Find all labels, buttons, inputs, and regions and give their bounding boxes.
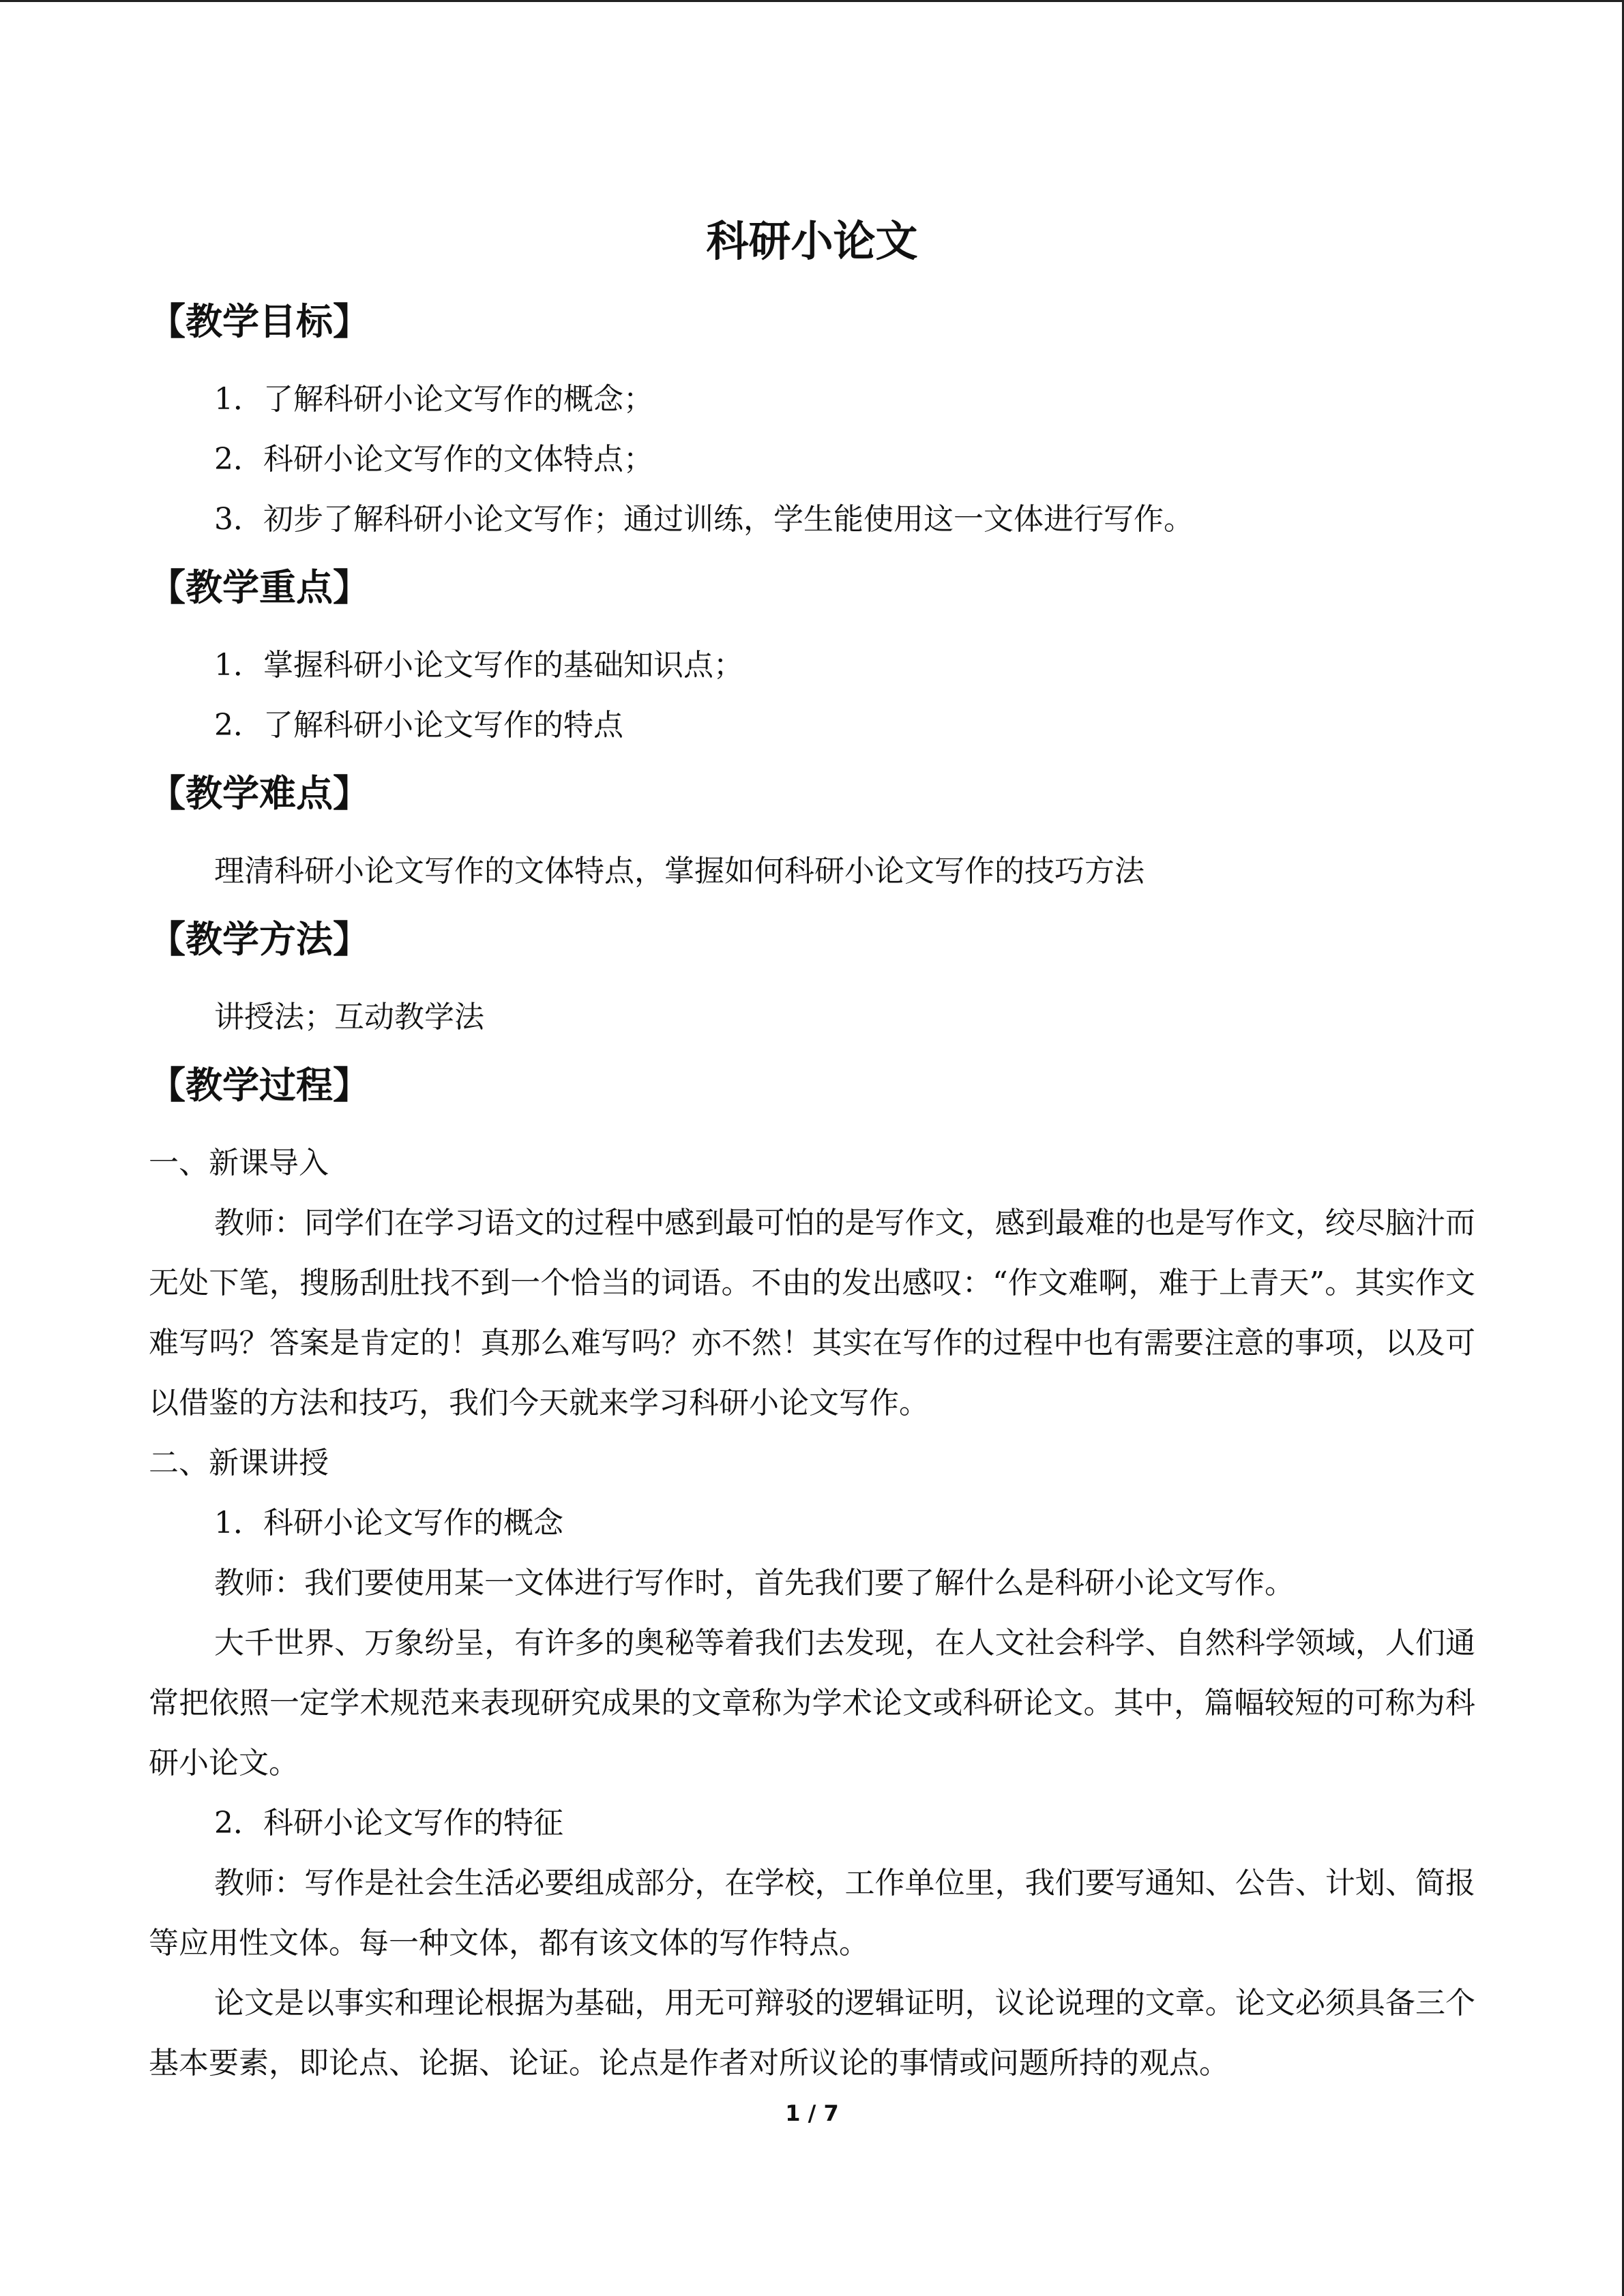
process-part1-title: 一、新课导入: [149, 1146, 329, 1180]
heading-difficulties: 【教学难点】: [149, 771, 370, 815]
difficulties-text: 理清科研小论文写作的文体特点，掌握如何科研小论文写作的技巧方法: [214, 854, 1145, 889]
heading-key-points: 【教学重点】: [149, 565, 370, 609]
process-sub2-title: 2．科研小论文写作的特征: [214, 1806, 563, 1840]
document-title: 科研小论文: [706, 216, 918, 266]
process-sub2-paragraph-1: 教师：写作是社会生活必要组成部分，在学校，工作单位里，我们要写通知、公告、计划、简报等应用性文体。每一种文体，都有该文体的写作特点。: [149, 1866, 1475, 1960]
document-body: [149, 205, 1475, 2093]
process-sub1-paragraph-1: 教师：我们要使用某一文体进行写作时，首先我们要了解什么是科研小论文写作。: [214, 1566, 1295, 1600]
heading-objectives: 【教学目标】: [149, 299, 370, 343]
key-point-item-1: 1．掌握科研小论文写作的基础知识点；: [214, 648, 743, 683]
objective-item-2: 2．科研小论文写作的文体特点；: [214, 442, 653, 477]
page-number: 1 / 7: [785, 2100, 839, 2126]
process-sub1-title: 1．科研小论文写作的概念: [214, 1506, 563, 1540]
process-sub1-paragraph-2: 大千世界、万象纷呈，有许多的奥秘等着我们去发现，在人文社会科学、自然科学领域，人们通常把依照一定学术规范来表现研究成果的文章称为学术论文或科研论文。其中，篇幅较短的可称为科研小论文。: [149, 1626, 1475, 1780]
process-sub2-paragraph-2: 论文是以事实和理论根据为基础，用无可辩驳的逻辑证明，议论说理的文章。论文必须具备三个基本要素，即论点、论据、论证。论点是作者对所议论的事情或问题所持的观点。: [149, 1986, 1475, 2081]
objective-item-1: 1．了解科研小论文写作的概念；: [214, 382, 653, 417]
heading-methods: 【教学方法】: [149, 917, 370, 961]
process-part2-title: 二、新课讲授: [149, 1446, 329, 1480]
key-point-item-2: 2．了解科研小论文写作的特点: [214, 708, 623, 743]
objective-item-3: 3．初步了解科研小论文写作；通过训练，学生能使用这一文体进行写作。: [214, 502, 1194, 537]
methods-text: 讲授法；互动教学法: [214, 1000, 484, 1034]
heading-process: 【教学过程】: [149, 1063, 370, 1107]
process-part1-paragraph: 教师：同学们在学习语文的过程中感到最可怕的是写作文，感到最难的也是写作文，绞尽脑汁而无处下笔，搜肠刮肚找不到一个恰当的词语。不由的发出感叹：“作文难啊，难于上青天”。其实作文难写吗？答案是肯定的！真那么难写吗？亦不然！其实在写作的过程中也有需要注意的事项，以及可以借鉴的方法和技巧，我们今天就来学习科研小论文写作。: [149, 1206, 1475, 1420]
